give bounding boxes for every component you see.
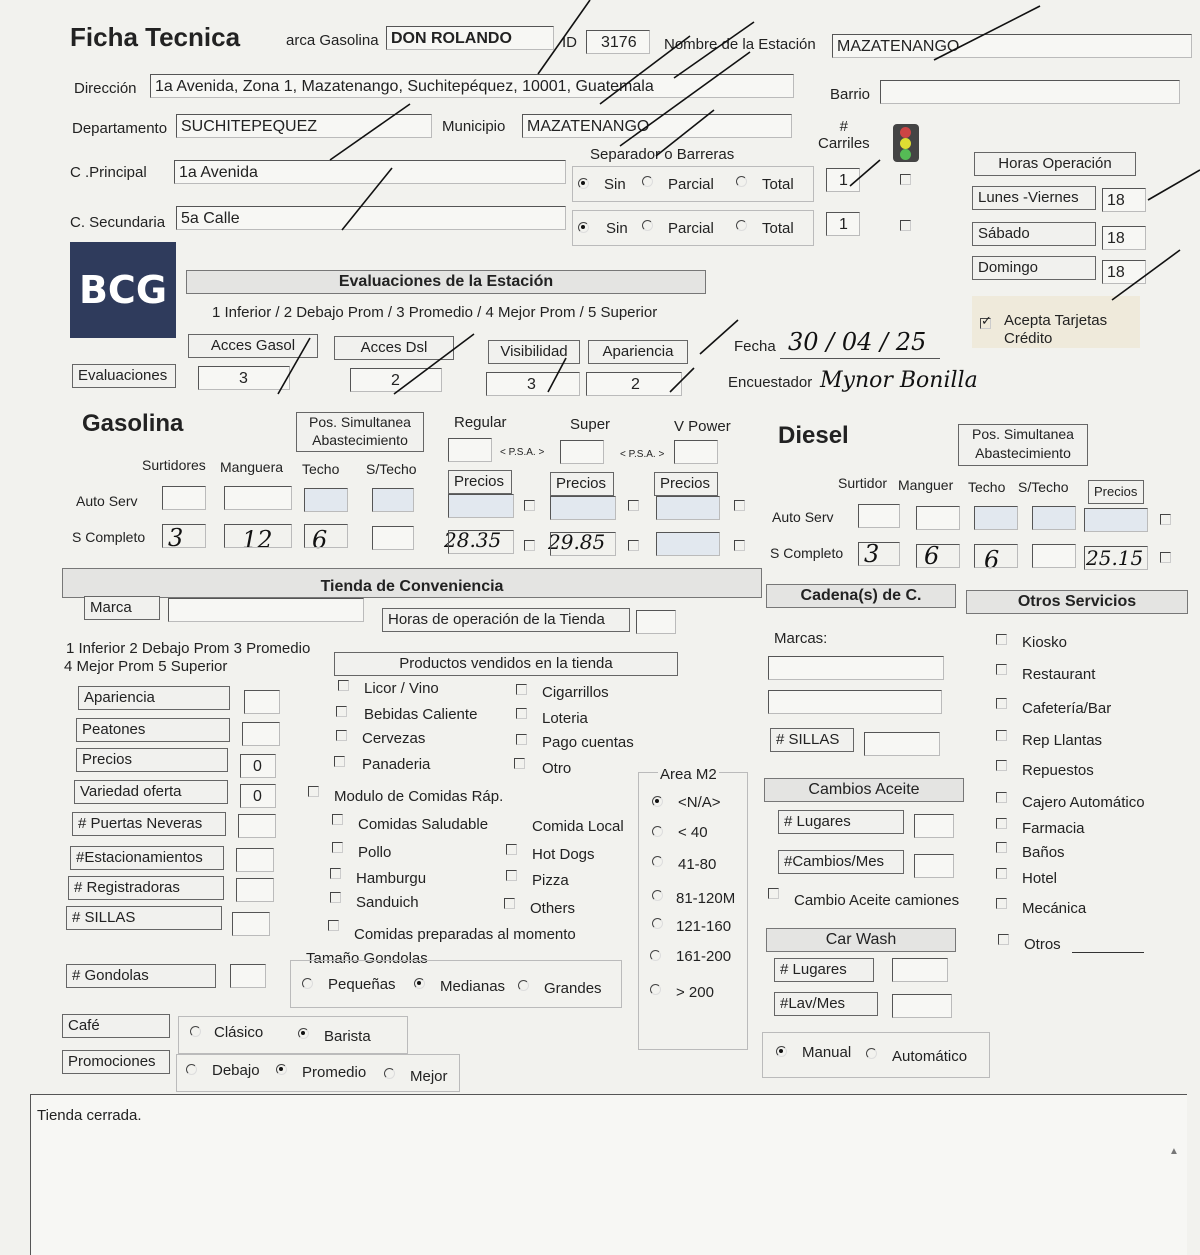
comida-hotdogs-label: Hot Dogs <box>532 846 595 863</box>
domingo-field[interactable]: 18 <box>1102 260 1146 284</box>
gasolina-col-surtidores: Surtidores <box>142 457 206 473</box>
bcg-logo: BCG <box>70 242 176 338</box>
area-na-label: <N/A> <box>678 794 721 811</box>
eval-acces-gasol-field[interactable]: 3 <box>198 366 290 390</box>
servicio-mecanica-label: Mecánica <box>1022 900 1087 917</box>
metric-sillas-label: # SILLAS <box>66 906 222 930</box>
domingo-label: Domingo <box>972 256 1096 280</box>
separador-option-total: Total <box>762 220 794 237</box>
comida-sanduich-label: Sanduich <box>356 894 419 911</box>
eval-acces-gasol-label: Acces Gasol <box>188 334 318 358</box>
precio-regular-label: Precios <box>448 470 512 494</box>
gondola-pequenas-label: Pequeñas <box>328 976 396 993</box>
municipio-label: Municipio <box>442 118 506 135</box>
gasolina-pos-simultanea-label: Pos. Simultanea Abastecimiento <box>296 412 424 452</box>
c-secundaria-label: C. Secundaria <box>70 214 166 231</box>
servicio-restaurant-label: Restaurant <box>1022 666 1096 683</box>
carwash-title: Car Wash <box>766 928 956 952</box>
c-principal-label: C .Principal <box>70 164 147 181</box>
producto-panaderia-label: Panaderia <box>362 756 431 773</box>
producto-cervezas-label: Cervezas <box>362 730 426 747</box>
area-121-160-label: 121-160 <box>676 918 732 935</box>
producto-pago-label: Pago cuentas <box>542 734 634 751</box>
servicio-otros-label: Otros <box>1024 936 1061 953</box>
diesel-title: Diesel <box>778 422 849 449</box>
metric-estacionamientos-label: #Estacionamientos <box>70 846 224 870</box>
promociones-label: Promociones <box>62 1050 170 1074</box>
diesel-col-s-techo: S/Techo <box>1018 479 1069 495</box>
lunes-viernes-label: Lunes -Viernes <box>972 186 1096 210</box>
servicio-farmacia-label: Farmacia <box>1022 820 1085 837</box>
metric-variedad-field[interactable]: 0 <box>240 784 276 808</box>
page-title: Ficha Tecnica <box>70 22 241 52</box>
servicio-llantas-label: Rep Llantas <box>1022 732 1103 749</box>
gasolina-completo-techo[interactable]: 6 <box>312 526 328 554</box>
precio-regular-completo[interactable]: 28.35 <box>444 528 502 552</box>
promo-debajo-label: Debajo <box>212 1062 260 1079</box>
promo-mejor-label: Mejor <box>410 1068 448 1085</box>
diesel-col-precios: Precios <box>1088 480 1144 504</box>
producto-bebidas-label: Bebidas Caliente <box>364 706 478 723</box>
metric-precios-field[interactable]: 0 <box>240 754 276 778</box>
comida-local-label: Comida Local <box>532 818 624 835</box>
comida-preparadas-label: Comidas preparadas al momento <box>354 926 576 943</box>
gondola-grandes-label: Grandes <box>544 980 602 997</box>
diesel-pos-simultanea-label: Pos. Simultanea Abastecimiento <box>958 424 1088 466</box>
diesel-completo-manguer[interactable]: 6 <box>924 542 940 570</box>
comida-saludable-label: Comidas Saludable <box>358 816 489 833</box>
diesel-s-completo-label: S Completo <box>770 545 844 561</box>
cambios-lugares-label: # Lugares <box>778 810 904 834</box>
scroll-up-icon[interactable]: ▲ <box>1169 1146 1179 1157</box>
departamento-field[interactable]: SUCHITEPEQUEZ <box>176 114 432 138</box>
marca-field[interactable]: DON ROLANDO <box>386 26 554 50</box>
gasolina-completo-manguera[interactable]: 12 <box>242 526 273 554</box>
id-field[interactable]: 3176 <box>586 30 650 54</box>
gondola-medianas-label: Medianas <box>440 978 506 995</box>
tienda-horas-label: Horas de operación de la Tienda <box>382 608 630 632</box>
comidas-modulo-label: Modulo de Comidas Ráp. <box>334 788 504 805</box>
cadena-marcas-label: Marcas: <box>774 630 828 647</box>
promo-promedio-label: Promedio <box>302 1064 367 1081</box>
cafe-barista-label: Barista <box>324 1028 371 1045</box>
marca-label: arca Gasolina <box>286 32 379 49</box>
id-label: ID <box>562 34 577 51</box>
precio-super-label: Precios <box>550 472 614 496</box>
producto-loteria-label: Loteria <box>542 710 588 727</box>
producto-licor-label: Licor / Vino <box>364 680 439 697</box>
comida-pizza-label: Pizza <box>532 872 569 889</box>
sabado-field[interactable]: 18 <box>1102 226 1146 250</box>
nombre-field[interactable]: MAZATENANGO <box>832 34 1192 58</box>
gasolina-completo-surtidores[interactable]: 3 <box>168 524 184 552</box>
eval-apariencia-field[interactable]: 2 <box>586 372 682 396</box>
cambios-mes-label: #Cambios/Mes <box>778 850 904 874</box>
metric-gondolas-label: # Gondolas <box>66 964 216 988</box>
notes-text: Tienda cerrada. <box>37 1107 142 1124</box>
servicio-kiosko-label: Kiosko <box>1022 634 1068 651</box>
comida-hamburgu-label: Hamburgu <box>356 870 427 887</box>
producto-cigarrillos-label: Cigarrillos <box>542 684 609 701</box>
direccion-label: Dirección <box>74 80 137 97</box>
separador-option-total: Total <box>762 176 794 193</box>
sabado-label: Sábado <box>972 222 1096 246</box>
eval-acces-dsl-field[interactable]: 2 <box>350 368 442 392</box>
cafe-clasico-label: Clásico <box>214 1024 264 1041</box>
direccion-field[interactable]: 1a Avenida, Zona 1, Mazatenango, Suchitepéquez, 10001, Guatemala <box>150 74 794 98</box>
encuestador-value[interactable]: Mynor Bonilla <box>820 368 978 393</box>
diesel-col-manguer: Manguer <box>898 477 954 493</box>
cambios-aceite-title: Cambios Aceite <box>764 778 964 802</box>
fecha-label: Fecha <box>734 338 776 355</box>
diesel-completo-surtidor[interactable]: 3 <box>864 540 880 568</box>
gasolina-col-s-techo: S/Techo <box>366 461 417 477</box>
area-81-120-label: 81-120M <box>676 890 736 907</box>
gasolina-title: Gasolina <box>82 410 184 437</box>
tienda-scale-1: 1 Inferior 2 Debajo Prom 3 Promedio <box>66 640 311 657</box>
metric-precios-label: Precios <box>76 748 228 772</box>
eval-visibilidad-field[interactable]: 3 <box>486 372 580 396</box>
carwash-manual-label: Manual <box>802 1044 852 1061</box>
producto-otro-label: Otro <box>542 760 572 777</box>
area-lt40-label: < 40 <box>678 824 708 841</box>
carwash-lugares-label: # Lugares <box>774 958 874 982</box>
precio-super-completo[interactable]: 29.85 <box>548 530 606 554</box>
encuestador-label: Encuestador <box>728 374 813 391</box>
fuel-super-label: Super <box>570 416 611 433</box>
fuel-vpower-label: V Power <box>674 418 731 435</box>
precio-vpower-label: Precios <box>654 472 718 496</box>
carwash-automatico-label: Automático <box>892 1048 968 1065</box>
separador-option-sin: Sin <box>604 176 626 193</box>
nombre-label: Nombre de la Estación <box>664 36 816 53</box>
tienda-scale-2: 4 Mejor Prom 5 Superior <box>64 658 228 675</box>
comida-pollo-label: Pollo <box>358 844 392 861</box>
psa-label-1: < P.S.A. > <box>500 447 545 458</box>
diesel-auto-serv-label: Auto Serv <box>772 509 834 525</box>
comida-others-label: Others <box>530 900 576 917</box>
evaluaciones-row-label: Evaluaciones <box>72 364 176 388</box>
fecha-value[interactable]: 30 / 04 / 25 <box>788 328 927 356</box>
separador-title: Separador o Barreras <box>590 146 735 163</box>
metric-apariencia-label: Apariencia <box>78 686 230 710</box>
area-gt200-label: > 200 <box>676 984 714 1001</box>
diesel-completo-techo[interactable]: 6 <box>984 546 1000 574</box>
psa-label-2: < P.S.A. > <box>620 449 665 460</box>
cafe-label: Café <box>62 1014 170 1038</box>
servicio-repuestos-label: Repuestos <box>1022 762 1094 779</box>
area-41-80-label: 41-80 <box>678 856 717 873</box>
carwash-lav-mes-label: #Lav/Mes <box>774 992 878 1016</box>
productos-title: Productos vendidos en la tienda <box>334 652 678 676</box>
carriles-principal-field[interactable]: 1 <box>826 168 860 192</box>
fuel-regular-label: Regular <box>454 414 507 431</box>
cambio-camiones-label: Cambio Aceite camiones <box>794 892 960 909</box>
cadena-sillas-label: # SILLAS <box>770 728 854 752</box>
servicio-cafeteria-label: Cafetería/Bar <box>1022 700 1112 717</box>
separador-option-parcial: Parcial <box>668 176 714 193</box>
eval-acces-dsl-label: Acces Dsl <box>334 336 454 360</box>
carriles-label: # Carriles <box>818 118 870 152</box>
metric-peatones-label: Peatones <box>76 718 230 742</box>
diesel-completo-precio[interactable]: 25.15 <box>1086 546 1144 570</box>
servicio-banos-label: Baños <box>1022 844 1065 861</box>
area-title: Area M2 <box>660 766 717 783</box>
evaluaciones-scale: 1 Inferior / 2 Debajo Prom / 3 Promedio / 4 Mejor Prom / 5 Superior <box>212 304 658 321</box>
municipio-field[interactable]: MAZATENANGO <box>522 114 792 138</box>
tienda-marca-label: Marca <box>84 596 160 620</box>
eval-visibilidad-label: Visibilidad <box>488 340 580 364</box>
gasolina-s-completo-label: S Completo <box>72 529 146 545</box>
barrio-label: Barrio <box>830 86 871 103</box>
c-secundaria-field[interactable]: 5a Calle <box>176 206 566 230</box>
metric-variedad-label: Variedad oferta <box>74 780 228 804</box>
eval-apariencia-label: Apariencia <box>588 340 688 364</box>
diesel-col-surtidor: Surtidor <box>838 475 888 491</box>
evaluaciones-title: Evaluaciones de la Estación <box>186 270 706 294</box>
horas-operacion-title: Horas Operación <box>974 152 1136 176</box>
diesel-col-techo: Techo <box>968 479 1006 495</box>
c-principal-field[interactable]: 1a Avenida <box>174 160 566 184</box>
servicio-cajero-label: Cajero Automático <box>1022 794 1145 811</box>
metric-registradoras-label: # Registradoras <box>68 876 224 900</box>
tienda-title: Tienda de Conveniencia <box>62 568 762 598</box>
lunes-viernes-field[interactable]: 18 <box>1102 188 1146 212</box>
gondolas-title: Tamaño Gondolas <box>306 950 428 967</box>
carriles-secundaria-field[interactable]: 1 <box>826 212 860 236</box>
gasolina-col-manguera: Manguera <box>220 459 284 475</box>
separador-option-sin: Sin <box>606 220 628 237</box>
gasolina-col-techo: Techo <box>302 461 340 477</box>
departamento-label: Departamento <box>72 120 168 137</box>
cadena-title: Cadena(s) de C. <box>766 584 956 608</box>
acepta-tarjetas-label: Acepta Tarjetas Crédito <box>1004 312 1108 347</box>
servicio-hotel-label: Hotel <box>1022 870 1058 887</box>
metric-puertas-label: # Puertas Neveras <box>72 812 226 836</box>
otros-servicios-title: Otros Servicios <box>966 590 1188 614</box>
area-161-200-label: 161-200 <box>676 948 732 965</box>
gasolina-auto-serv-label: Auto Serv <box>76 493 138 509</box>
separador-option-parcial: Parcial <box>668 220 714 237</box>
